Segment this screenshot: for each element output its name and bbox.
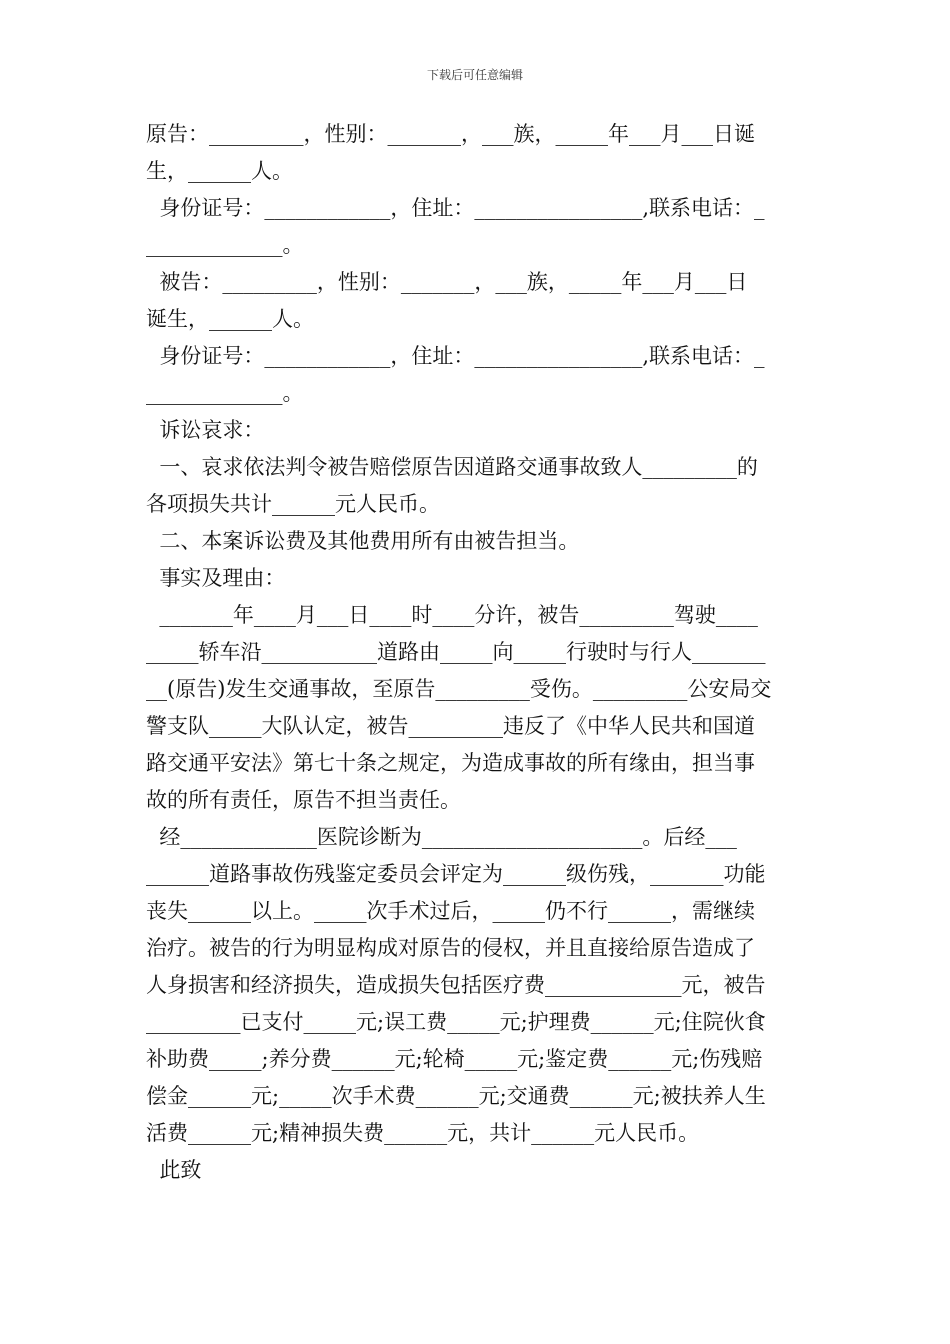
text-line: 故的所有责任，原告不担当责任。 <box>146 788 461 812</box>
text-line: _____________。 <box>146 381 304 405</box>
text-line: 治疗。被告的行为明显构成对原告的侵权，并且直接给原告造成了 <box>146 936 755 960</box>
text-line: 人身损害和经济损失，造成损失包括医疗费_____________元，被告 <box>146 973 766 997</box>
text-line: 偿金______元;_____次手术费______元;交通费______元;被扶养人生 <box>146 1084 766 1108</box>
text-line: 路交通平安法》第七十条之规定，为造成事故的所有缘由，担当事 <box>146 751 755 775</box>
text-line: ______道路事故伤残鉴定委员会评定为______级伤残，_______功能 <box>146 862 766 886</box>
text-line: 各项损失共计______元人民币。 <box>146 492 440 516</box>
text-line: 警支队_____大队认定，被告_________违反了《中华人民共和国道 <box>146 714 755 738</box>
text-line: 诞生，______人。 <box>146 307 314 331</box>
text-line: 被告：_________，性别：_______，___族，_____年___月___日 <box>146 270 748 294</box>
text-line: 身份证号：____________，住址：________________,联系电话：_ <box>146 344 765 368</box>
complaint-body <box>146 116 808 1189</box>
text-line: __(原告)发生交通事故，至原告_________受伤。_________公安局交 <box>146 677 772 701</box>
text-line: 生，______人。 <box>146 159 293 183</box>
text-line: _____轿车沿___________道路由_____向_____行驶时与行人_______ <box>146 640 766 664</box>
text-line: 一、哀求依法判令被告赔偿原告因道路交通事故致人_________的 <box>146 455 758 479</box>
text-line: 丧失______以上。_____次手术过后，_____仍不行______，需继续 <box>146 899 755 923</box>
text-line: _______年____月___日____时____分许，被告_________驾驶____ <box>146 603 758 627</box>
text-line: 补助费_____;养分费______元;轮椅_____元;鉴定费______元;伤残赔 <box>146 1047 763 1071</box>
text-line: _____________。 <box>146 233 304 257</box>
text-line: 经_____________医院诊断为_____________________。后经___ <box>146 825 737 849</box>
text-line: 事实及理由： <box>146 566 286 590</box>
text-line: 原告：_________，性别：_______，___族，_____年___月___日诞 <box>146 122 755 146</box>
text-line: 身份证号：____________，住址：________________,联系电话：_ <box>146 196 765 220</box>
text-line: 诉讼哀求： <box>146 418 265 442</box>
text-line: _________已支付_____元;误工费_____元;护理费______元;住院伙食 <box>146 1010 766 1034</box>
page-header: 下载后可任意编辑 <box>426 68 523 82</box>
text-line: 活费______元;精神损失费______元，共计______元人民币。 <box>146 1121 700 1145</box>
text-line: 此致 <box>146 1158 202 1182</box>
text-line: 二、本案诉讼费及其他费用所有由被告担当。 <box>146 529 580 553</box>
